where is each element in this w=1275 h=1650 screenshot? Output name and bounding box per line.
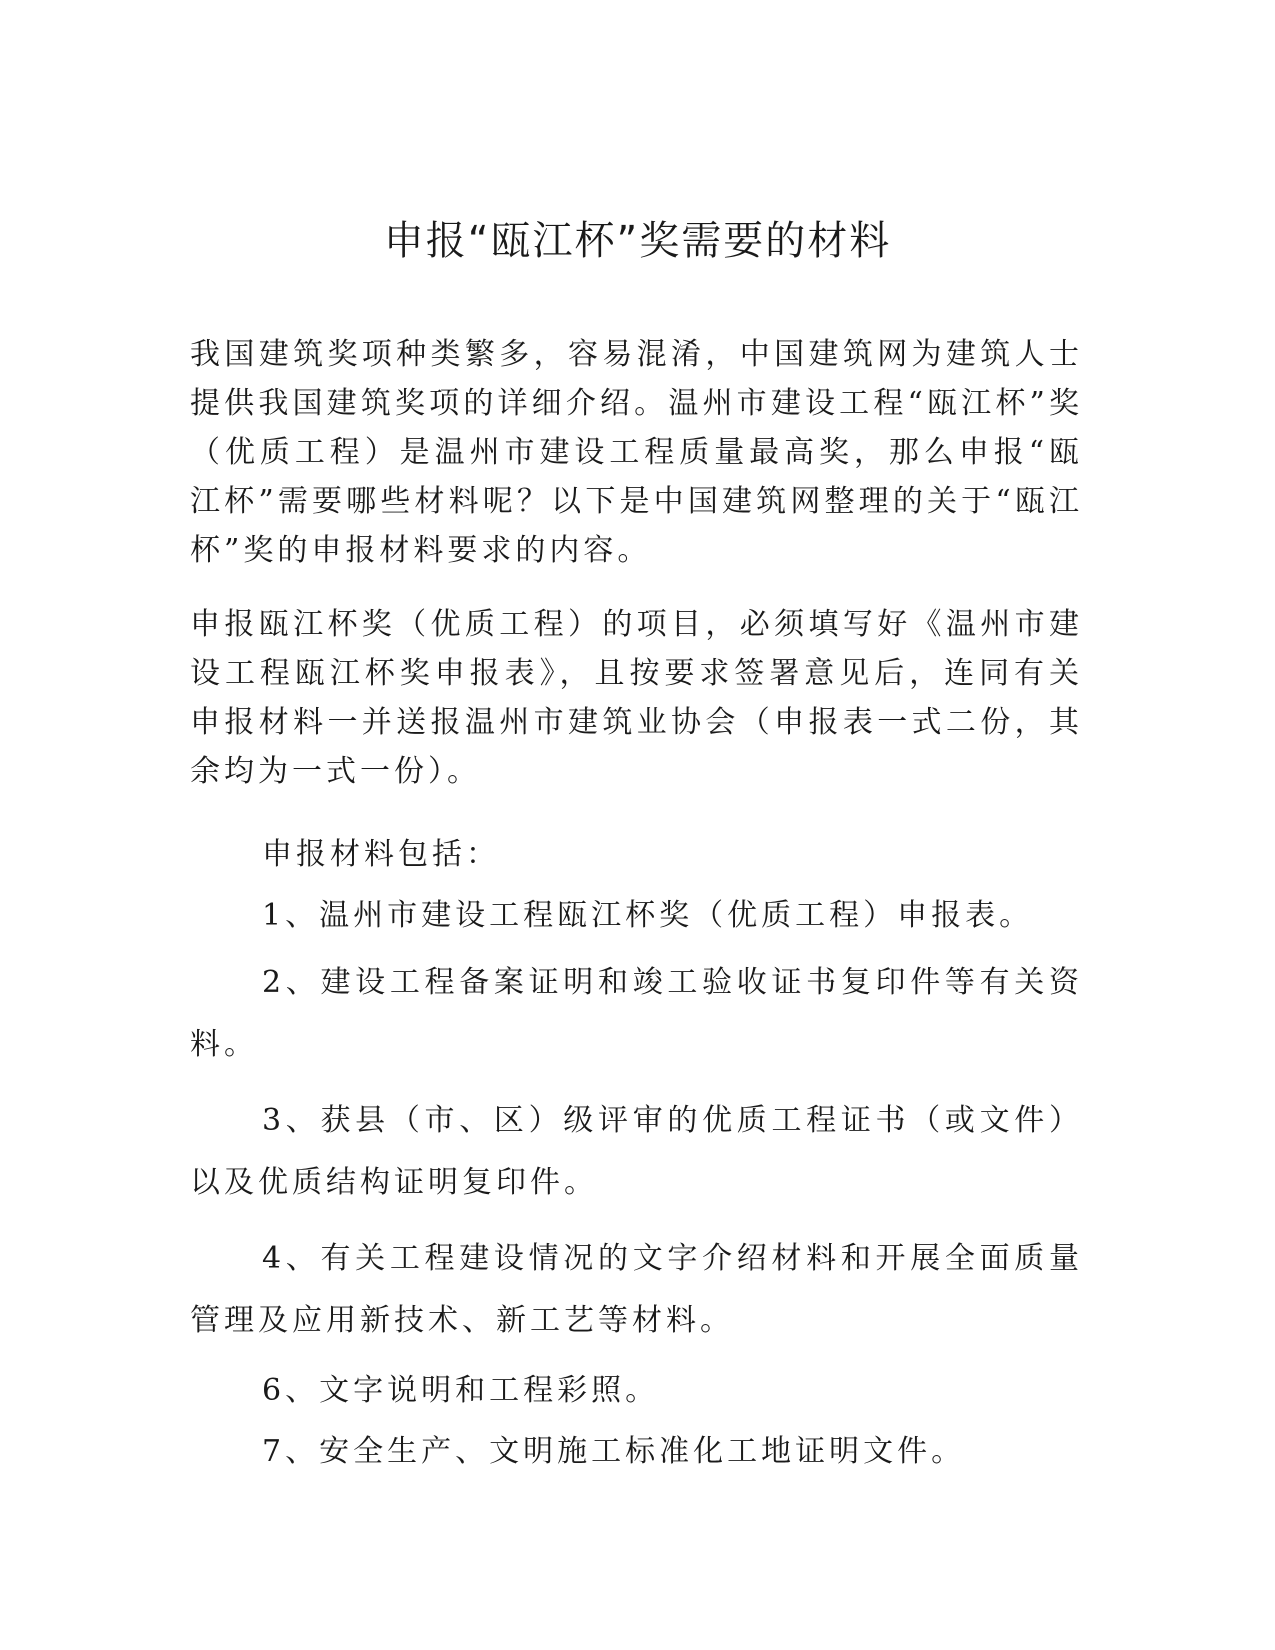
list-item: 7、安全生产、文明施工标准化工地证明文件。 [262, 1434, 966, 1469]
list-item: 1、温州市建设工程瓯江杯奖（优质工程）申报表。 [262, 898, 1034, 933]
intro-paragraph: 我国建筑奖项种类繁多，容易混淆，中国建筑网为建筑人士提供我国建筑奖项的详细介绍。温州市建设工程“瓯江杯”奖（优质工程）是温州市建设工程质量最高奖，那么申报“瓯江杯”需要哪些材料呢？以下是中国建筑网整理的关于“瓯江杯”奖的申报材料要求的内容。 [190, 337, 1083, 568]
materials-list-intro: 申报材料包括： [262, 837, 500, 872]
list-item: 6、文字说明和工程彩照。 [262, 1373, 660, 1408]
list-item: 3、获县（市、区）级评审的优质工程证书（或文件）以及优质结构证明复印件。 [190, 1103, 1083, 1200]
materials-list [190, 830, 1083, 1488]
list-item: 2、建设工程备案证明和竣工验收证书复印件等有关资料。 [190, 965, 1083, 1062]
submission-paragraph: 申报瓯江杯奖（优质工程）的项目，必须填写好《温州市建设工程瓯江杯奖申报表》，且按要求签署意见后，连同有关申报材料一并送报温州市建筑业协会（申报表一式二份，其余均为一式一份）。 [190, 607, 1083, 789]
list-item: 4、有关工程建设情况的文字介绍材料和开展全面质量管理及应用新技术、新工艺等材料。 [190, 1241, 1083, 1338]
document-title: 申报“瓯江杯”奖需要的材料 [383, 218, 892, 264]
